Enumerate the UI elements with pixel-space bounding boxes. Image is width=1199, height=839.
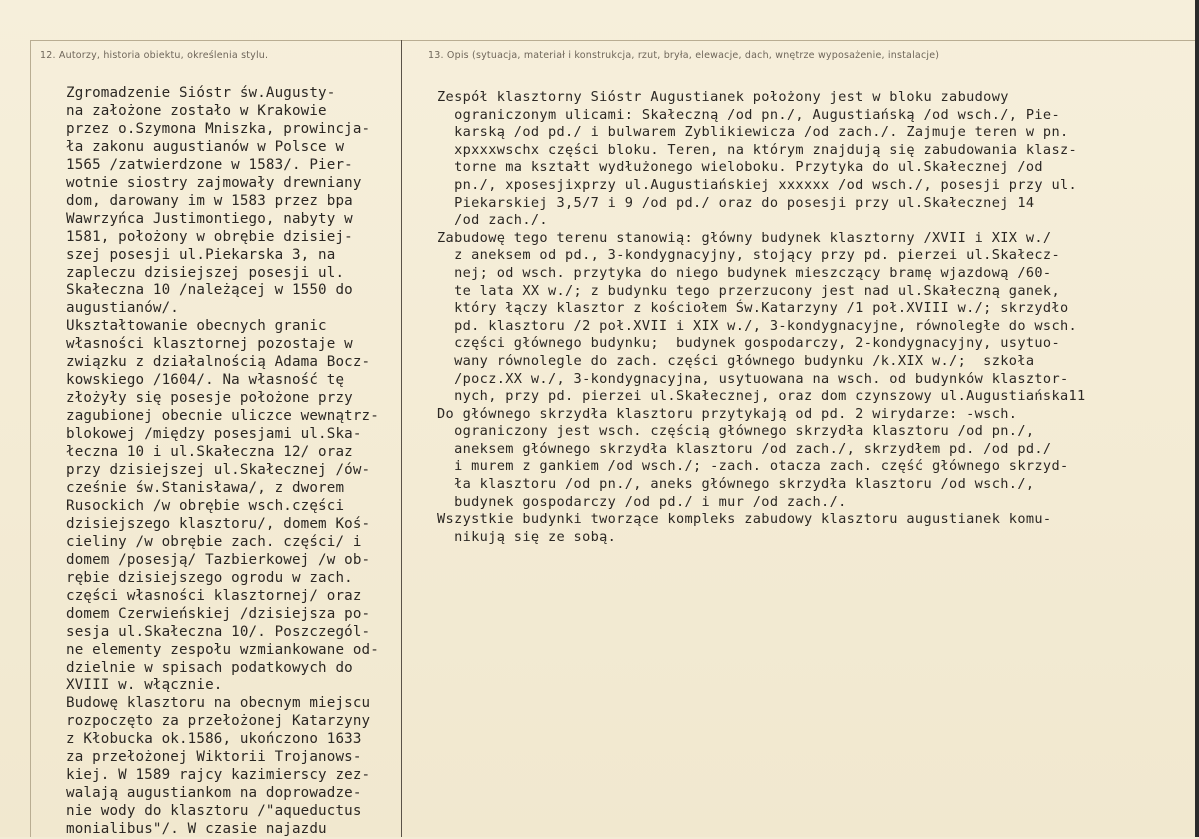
history-text-line: dzisiejszego klasztoru/, domem Koś- — [66, 515, 371, 532]
history-text-line: domem Czerwieńskiej /dzisiejsza po- — [66, 605, 371, 622]
description-text-line: nych, przy pd. pierzei ul.Skałecznej, oraz dom czynszowy ul.Augustiańska11 — [437, 388, 1086, 405]
description-text-line: nej; od wsch. przytyka do niego budynek mieszczący bramę wjazdową /60- — [437, 264, 1052, 281]
description-text-line: pd. klasztoru /2 poł.XVII i XIX w./, 3-kondygnacyjne, równoległe do wsch. — [437, 317, 1078, 334]
history-text-column — [66, 85, 379, 839]
history-text-line: monialibus"/. W czasie najazdu — [66, 821, 327, 838]
history-text-line: Wawrzyńca Justimontiego, nabyty w — [66, 210, 353, 227]
history-text-line: Budowę klasztoru na obecnym miejscu — [66, 695, 371, 712]
description-text-line: te lata XX w./; z budynku tego przerzucony jest nad ul.Skałeczną ganek, — [437, 282, 1060, 299]
description-text-column — [437, 89, 1086, 546]
history-text-line: blokowej /między posesjami ul.Ska- — [66, 426, 362, 443]
description-text-line: Zespół klasztorny Sióstr Augustianek położony jest w bloku zabudowy — [437, 89, 1009, 105]
description-text-line: nikują się ze sobą. — [437, 528, 617, 545]
card-top-rule — [30, 40, 1195, 41]
history-text-line: własności klasztornej pozostaje w — [66, 336, 353, 353]
history-text-line: augustianów/. — [66, 300, 179, 317]
history-text-line: kiej. W 1589 rajcy kazimierscy zez- — [66, 767, 371, 784]
history-text-line: Skałeczna 10 /należącej w 1550 do — [66, 282, 353, 299]
history-text-line: związku z działalnością Adama Bocz- — [66, 354, 371, 371]
history-text-line: sesja ul.Skałeczna 10/. Poszczegól- — [66, 623, 371, 640]
history-text-line: Zgromadzenie Sióstr św.Augusty- — [66, 85, 336, 101]
description-text-line: karską /od pd./ i bulwarem Zyblikiewicza /od zach./. Zajmuje teren w pn. — [437, 124, 1069, 141]
card-right-edge — [1195, 0, 1199, 837]
history-text-line: Rusockich /w obrębie wsch.części — [66, 497, 345, 514]
history-text-line: cieliny /w obrębie zach. części/ i — [66, 533, 362, 550]
description-text-line: pn./, xposesjixprzy ul.Augustiańskiej xxxxxx /od wsch./, posesji przy ul. — [437, 176, 1078, 193]
history-text-line: rębie dzisiejszego ogrodu w zach. — [66, 569, 353, 586]
history-text-line: za przełożonej Wiktorii Trojanows- — [66, 749, 362, 766]
history-text-line: rozpoczęto za przełożonej Katarzyny — [66, 713, 371, 730]
history-text-line: 1565 /zatwierdzone w 1583/. Pier- — [66, 156, 353, 173]
column-divider — [401, 40, 402, 837]
history-text-line: na założone zostało w Krakowie — [66, 102, 327, 119]
description-text-line: części głównego budynku; budynek gospodarczy, 2-kondygnacyjny, usytuo- — [437, 335, 1060, 352]
description-text-line: ograniczonym ulicami: Skałeczną /od pn./, Augustiańską /od wsch./, Pie- — [437, 106, 1060, 123]
description-text-line: ła klasztoru /od pn./, aneks głównego skrzydła klasztoru /od wsch./, — [437, 476, 1035, 493]
history-text-line: 1581, położony w obrębie dzisiej- — [66, 228, 353, 245]
description-text-line: wany równolegle do zach. części głównego budynku /k.XIX w./; szkoła — [437, 352, 1035, 369]
description-text-line: torne ma kształt wydłużonego wieloboku. Przytyka do ul.Skałecznej /od — [437, 159, 1043, 176]
history-text-line: dzielnie w spisach podatkowych do — [66, 659, 353, 676]
history-text-line: walają augustiankom na doprowadze- — [66, 785, 362, 802]
description-text-line: z aneksem od pd., 3-kondygnacyjny, stojący przy pd. pierzei ul.Skałecz- — [437, 247, 1060, 264]
history-text-line: cześnie św.Stanisława/, z dworem — [66, 479, 345, 496]
history-text-line: części własności klasztornej/ oraz — [66, 587, 362, 604]
history-text-line: wotnie siostry zajmowały drewniany — [66, 174, 362, 191]
history-text-line: dom, darowany im w 1583 przez bpa — [66, 192, 353, 209]
description-text-line: aneksem głównego skrzydła klasztoru /od zach./, skrzydłem pd. /od pd./ — [437, 440, 1052, 457]
description-text-line: /od zach./. — [437, 212, 548, 229]
history-text-line: łeczna 10 i ul.Skałeczna 12/ oraz — [66, 444, 353, 461]
history-text-line: złożyły się posesje położone przy — [66, 390, 353, 407]
description-text-line: /pocz.XX w./, 3-kondygnacyjna, usytuowana na wsch. od budynków klasztor- — [437, 370, 1069, 387]
history-text-line: przy dzisiejszej ul.Skałecznej /ów- — [66, 462, 371, 479]
description-text-line: ograniczony jest wsch. częścią głównego skrzydła klasztoru /od pn./, — [437, 423, 1035, 440]
history-text-line: Ukształtowanie obecnych granic — [66, 318, 327, 335]
description-text-line: Wszystkie budynki tworzące kompleks zabudowy klasztoru augustianek komu- — [437, 511, 1052, 528]
history-text-line: z Kłobucka ok.1586, ukończono 1633 — [66, 731, 362, 748]
section-13-header: 13. Opis (sytuacja, materiał i konstrukcja, rzut, bryła, elewacje, dach, wnętrze wyposażenie, instalacje) — [428, 50, 940, 61]
history-text-line: zapleczu dzisiejszej posesji ul. — [66, 264, 345, 281]
description-text-line: budynek gospodarczy /od pd./ i mur /od zach./. — [437, 493, 847, 510]
history-text-line: szej posesji ul.Piekarska 3, na — [66, 246, 336, 263]
history-text-line: nie wody do klasztoru /"aqueductus — [66, 803, 362, 820]
history-text-line: ła zakonu augustianów w Polsce w — [66, 138, 345, 155]
section-12-header: 12. Autorzy, historia obiektu, określenia stylu. — [40, 50, 269, 61]
history-text-line: domem /posesją/ Tazbierkowej /w ob- — [66, 551, 371, 568]
history-text-line: kowskiego /1604/. Na własność tę — [66, 372, 345, 389]
history-text-line: zagubionej obecnie uliczce wewnątrz- — [66, 408, 379, 425]
history-text-line: przez o.Szymona Mniszka, prowincja- — [66, 120, 371, 137]
description-text-line: Do głównego skrzydła klasztoru przytykają od pd. 2 wirydarze: -wsch. — [437, 405, 1018, 422]
description-text-line: który łączy klasztor z kościołem Św.Katarzyny /1 poł.XVIII w./; skrzydło — [437, 300, 1069, 317]
description-text-line: i murem z gankiem /od wsch./; -zach. otacza zach. część głównego skrzyd- — [437, 458, 1069, 475]
description-text-line: Piekarskiej 3,5/7 i 9 /od pd./ oraz do posesji przy ul.Skałecznej 14 — [437, 194, 1035, 211]
card-left-rule — [30, 40, 31, 837]
description-text-line: xpxxxwschx części bloku. Teren, na którym znajdują się zabudowania klasz- — [437, 141, 1078, 158]
description-text-line: Zabudowę tego terenu stanowią: główny budynek klasztorny /XVII i XIX w./ — [437, 229, 1052, 246]
history-text-line: XVIII w. włącznie. — [66, 677, 223, 694]
history-text-line: ne elementy zespołu wzmiankowane od- — [66, 641, 379, 658]
